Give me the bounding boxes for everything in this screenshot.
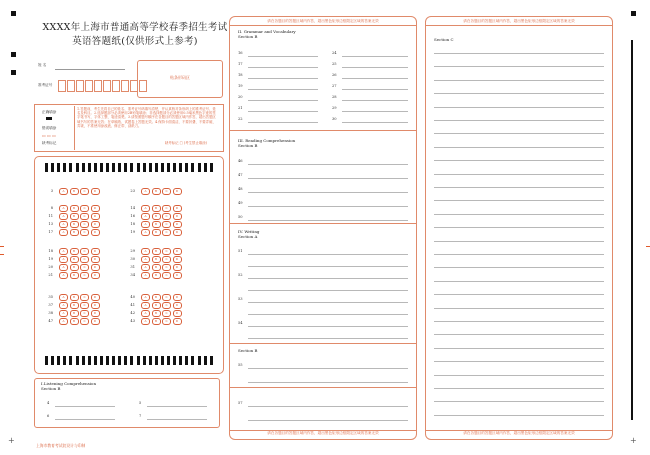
option-bubble[interactable]: B [70,248,79,254]
option-bubble[interactable]: B [70,294,79,300]
question-number: 8 [50,206,53,210]
answer-line[interactable] [434,93,604,94]
option-bubble[interactable]: A [141,188,150,194]
option-group [59,206,100,212]
listening-item: 7 [139,414,142,418]
footer-text: 上海市教育考试院设计与印制 [36,443,86,448]
exam-no-cell[interactable] [103,80,111,92]
option-group [59,295,100,301]
answer-line[interactable] [248,368,408,369]
answer-line[interactable] [248,420,408,421]
option-bubble[interactable]: A [59,248,68,254]
question-number: 13 [48,222,53,226]
exam-no-label: 准考证号 [38,83,53,87]
answer-line[interactable] [434,53,604,54]
question-number: 20 [48,265,53,269]
option-bubble[interactable]: D [173,229,182,235]
answer-line[interactable] [434,120,604,121]
option-group [141,273,182,279]
question-number: 26 [332,73,337,77]
option-bubble[interactable]: B [152,188,161,194]
reading-title: III. Reading Comprehension [238,138,296,143]
wrong-fill-samples: ▭ ▭ ▭ [42,133,56,138]
option-bubble[interactable]: A [59,272,68,278]
option-bubble[interactable]: A [141,302,150,308]
question-number: 55 [238,363,243,367]
corner-mark [631,11,636,16]
question-number: 47 [48,319,53,323]
answer-line[interactable] [434,227,604,228]
column-divider [230,430,416,431]
question-number: 35 [48,295,53,299]
column-warning-top: 请在各题目的答题区域内作答，超出黑色矩形边框限定区域的答案无效 [463,19,575,23]
question-number: 43 [130,319,135,323]
column-warning-bottom: 请在各题目的答题区域内作答，超出黑色矩形边框限定区域的答案无效 [463,431,575,435]
option-bubble[interactable]: A [59,256,68,262]
option-bubble[interactable]: A [141,294,150,300]
option-group [141,214,182,220]
writing-title: IV. Writing [238,229,260,234]
option-bubble[interactable]: D [173,213,182,219]
question-number: 47 [238,173,243,177]
option-bubble[interactable]: A [141,256,150,262]
option-bubble[interactable]: A [59,294,68,300]
question-number: 21 [48,273,53,277]
option-bubble[interactable]: B [70,221,79,227]
question-number: 34 [130,273,135,277]
option-bubble[interactable]: C [80,229,89,235]
question-number: 16 [238,51,243,55]
name-label: 姓 名 [38,63,47,67]
exam-no-cell[interactable] [85,80,93,92]
question-number: 20 [238,95,243,99]
corner-mark [11,52,16,57]
exam-no-cell[interactable] [76,80,84,92]
option-bubble[interactable]: D [91,229,100,235]
question-number: 52 [238,273,243,277]
option-bubble[interactable]: C [80,310,89,316]
answer-line[interactable] [434,107,604,108]
answer-line[interactable] [55,419,115,420]
option-bubble[interactable]: B [70,264,79,270]
fill-example [36,106,75,150]
exam-no-cell[interactable] [67,80,75,92]
option-bubble[interactable]: B [152,213,161,219]
answer-line[interactable] [434,147,604,148]
option-bubble[interactable]: D [91,318,100,324]
option-bubble[interactable]: B [152,310,161,316]
option-group [141,265,182,271]
option-bubble[interactable]: B [70,310,79,316]
option-bubble[interactable]: A [141,248,150,254]
option-bubble[interactable]: B [152,318,161,324]
question-number: 40 [130,295,135,299]
option-bubble[interactable]: B [70,256,79,262]
answer-line[interactable] [248,278,408,279]
question-number: 31 [130,265,135,269]
option-bubble[interactable]: D [173,205,182,211]
question-number: 48 [238,187,243,191]
exam-no-cell[interactable] [94,80,102,92]
option-bubble[interactable]: D [173,310,182,316]
option-bubble[interactable]: A [141,272,150,278]
option-bubble[interactable]: C [162,294,171,300]
option-bubble[interactable]: C [162,264,171,270]
answer-line[interactable] [248,266,408,267]
option-group [141,319,182,325]
option-bubble[interactable]: D [173,248,182,254]
question-number: 49 [238,201,243,205]
option-bubble[interactable]: D [91,256,100,262]
crop-mark: + [8,436,15,445]
page-subtitle: 英语答题纸(仅供形式上参考) [72,36,198,47]
column-warning-top: 请在各题目的答题区域内作答，超出黑色矩形边框限定区域的答案无效 [267,19,379,23]
option-bubble[interactable]: C [162,272,171,278]
option-bubble[interactable]: A [59,213,68,219]
option-bubble[interactable]: A [141,229,150,235]
listening-item: 5 [139,401,142,405]
option-bubble[interactable]: A [141,264,150,270]
option-group [59,319,100,325]
option-group [141,311,182,317]
option-bubble[interactable]: A [59,205,68,211]
exam-no-cell[interactable] [58,80,66,92]
answer-column-2 [229,16,417,440]
question-number: 27 [332,84,337,88]
option-bubble[interactable]: A [59,221,68,227]
option-bubble[interactable]: C [80,205,89,211]
answer-line[interactable] [434,267,604,268]
answer-line[interactable] [434,187,604,188]
option-bubble[interactable]: B [152,302,161,308]
answer-line[interactable] [434,66,604,67]
option-bubble[interactable]: D [173,256,182,262]
wrong-fill-label: 错误填涂 [42,126,57,130]
option-bubble[interactable]: D [173,264,182,270]
page-title: XXXX年上海市普通高等学校春季招生考试 [42,22,228,33]
option-bubble[interactable]: C [162,188,171,194]
option-bubble[interactable]: C [80,302,89,308]
question-number: 16 [130,214,135,218]
option-bubble[interactable]: D [173,272,182,278]
answer-line[interactable] [434,321,604,322]
question-number: 30 [130,257,135,261]
option-bubble[interactable]: C [80,264,89,270]
answer-line[interactable] [434,334,604,335]
exam-no-boxes[interactable] [58,80,148,92]
option-group [141,206,182,212]
question-number: 24 [332,51,337,55]
exam-no-cell[interactable] [112,80,120,92]
question-number: 18 [238,73,243,77]
question-number: 11 [48,214,53,218]
option-group [59,273,100,279]
option-bubble[interactable]: D [91,205,100,211]
option-group [59,303,100,309]
option-group [59,265,100,271]
option-bubble[interactable]: D [173,318,182,324]
question-number: 19 [130,230,135,234]
section-c-title: Section C [434,37,454,42]
option-bubble[interactable]: B [152,294,161,300]
question-number: 30 [332,117,337,121]
option-bubble[interactable]: C [80,248,89,254]
question-number: 50 [238,215,243,219]
option-group [141,295,182,301]
option-bubble[interactable]: B [152,205,161,211]
option-bubble[interactable]: C [162,318,171,324]
answer-line[interactable] [434,160,604,161]
option-group [141,303,182,309]
option-bubble[interactable]: B [70,302,79,308]
question-number: 29 [130,249,135,253]
answer-line[interactable] [248,338,408,339]
option-bubble[interactable]: D [91,221,100,227]
question-number: 25 [332,62,337,66]
option-bubble[interactable]: D [91,213,100,219]
question-number: 22 [238,117,243,121]
option-group [141,189,182,195]
column-divider [426,430,612,431]
option-bubble[interactable]: B [152,264,161,270]
question-number: 51 [238,249,243,253]
writing-rows [230,17,416,347]
answer-line[interactable] [434,80,604,81]
question-number: 28 [332,95,337,99]
option-group [59,189,100,195]
answer-line[interactable] [248,314,408,315]
option-group [59,257,100,263]
option-bubble[interactable]: A [59,188,68,194]
option-bubble[interactable]: C [162,248,171,254]
question-number: 21 [238,106,243,110]
question-number: 18 [48,249,53,253]
answer-line[interactable] [248,290,408,291]
question-number: 17 [48,230,53,234]
option-bubble[interactable]: B [152,248,161,254]
option-bubble[interactable]: A [141,318,150,324]
question-number: 18 [130,222,135,226]
exam-no-cell[interactable] [121,80,129,92]
question-number: 38 [48,311,53,315]
option-bubble[interactable]: D [91,302,100,308]
question-number: 42 [130,311,135,315]
option-bubble[interactable]: A [141,213,150,219]
correct-fill-label: 正确填涂 [42,110,57,114]
option-bubble[interactable]: B [70,213,79,219]
mc-rows [35,157,223,373]
writing-section: Section A [238,234,258,239]
option-bubble[interactable]: B [70,318,79,324]
option-group [59,311,100,317]
question-number: 57 [238,401,243,405]
question-number: 54 [238,321,243,325]
barcode-label: 贴条形码区 [170,75,190,80]
option-bubble[interactable]: C [162,302,171,308]
column-warning-bottom: 请在各题目的答题区域内作答，超出黑色矩形边框限定区域的答案无效 [267,431,379,435]
question-number: 19 [238,84,243,88]
answer-line[interactable] [434,415,604,416]
option-bubble[interactable]: A [141,205,150,211]
option-bubble[interactable]: D [173,294,182,300]
listening-item: 6 [47,414,50,418]
absent-note: 缺考标记 □ (考生禁止填涂) [165,141,207,145]
answer-line[interactable] [434,133,604,134]
option-bubble[interactable]: D [91,272,100,278]
question-number: 3 [50,189,53,193]
mc-area [34,156,224,374]
question-number: 53 [238,297,243,301]
option-group [59,214,100,220]
grammar-section: Section B [238,34,258,39]
option-bubble[interactable]: C [162,310,171,316]
option-bubble[interactable]: B [70,272,79,278]
question-number: 17 [238,62,243,66]
option-bubble[interactable]: D [91,294,100,300]
listening-title: I.Listening Comprehension [41,381,97,386]
answer-line[interactable] [434,388,604,389]
option-bubble[interactable]: C [80,272,89,278]
question-number: 29 [332,106,337,110]
option-group [141,222,182,228]
edge-tick [0,254,4,255]
option-bubble[interactable]: C [80,188,89,194]
grammar-title: II. Grammar and Vocabulary [238,29,296,34]
question-number: 19 [48,257,53,261]
option-group [141,230,182,236]
option-bubble[interactable]: D [173,188,182,194]
option-bubble[interactable]: C [80,213,89,219]
answer-line[interactable] [248,302,408,303]
listening-item: 4 [47,401,50,405]
question-number: 14 [130,206,135,210]
answer-line[interactable] [434,308,604,309]
answer-line[interactable] [434,294,604,295]
option-bubble[interactable]: D [173,302,182,308]
answer-line[interactable] [434,375,604,376]
answer-line[interactable] [434,254,604,255]
answer-column-3 [425,16,613,440]
option-group [59,222,100,228]
question-number: 37 [48,303,53,307]
crop-mark: + [630,436,637,445]
option-bubble[interactable]: B [70,229,79,235]
answer-line[interactable] [248,254,408,255]
answer-line[interactable] [434,214,604,215]
answer-line[interactable] [434,174,604,175]
option-bubble[interactable]: B [152,229,161,235]
option-group [141,249,182,255]
edge-tick [0,246,4,247]
section-divider [230,387,416,388]
answer-line[interactable] [434,401,604,402]
timing-bar [631,40,633,420]
option-bubble[interactable]: A [59,310,68,316]
option-bubble[interactable]: C [80,318,89,324]
option-bubble[interactable]: C [80,294,89,300]
option-bubble[interactable]: A [141,310,150,316]
option-bubble[interactable]: A [59,302,68,308]
answer-line[interactable] [434,200,604,201]
option-bubble[interactable]: D [173,221,182,227]
section-c-lines [426,17,612,429]
answer-line[interactable] [248,406,408,407]
option-bubble[interactable]: D [91,248,100,254]
section-divider [230,343,416,344]
option-bubble[interactable]: C [162,213,171,219]
option-bubble[interactable]: D [91,188,100,194]
question-number: 23 [130,189,135,193]
edge-tick [646,246,650,247]
answer-line[interactable] [55,406,115,407]
correct-fill-sample [46,117,52,120]
name-field[interactable] [55,69,125,70]
option-group [59,249,100,255]
option-bubble[interactable]: B [152,256,161,262]
listening-box [34,378,220,428]
corner-mark [11,70,16,75]
option-bubble[interactable]: A [59,229,68,235]
option-bubble[interactable]: D [91,264,100,270]
instructions-box [34,104,224,152]
option-bubble[interactable]: C [80,221,89,227]
option-bubble[interactable]: A [59,264,68,270]
answer-line[interactable] [434,361,604,362]
option-bubble[interactable]: C [162,221,171,227]
option-bubble[interactable]: B [152,221,161,227]
question-number: 46 [238,159,243,163]
answer-line[interactable] [434,281,604,282]
option-bubble[interactable]: C [162,205,171,211]
corner-mark [11,11,16,16]
instructions-text: 1.答题前，考生先将自己的姓名、准考证号码填写清楚，并认真核对条形码上的准考证号、姓名及科目。2.选择题部分必须使用2B铅笔填涂；非选择题部分必须使用0.5毫米黑色字迹的签字笔书写，字体工整、笔迹清楚。3.请按照题号顺序在各题目的答题区域内作答，超出答题区域书写的答案无效；在草稿纸、试题卷上答题无效。4.保持卡面清洁，不要折叠、不要弄破、弄皱，不准使用涂改液、修正带、刮纸刀。 [77,107,216,128]
writing-b-section: Section B [238,348,258,353]
answer-line[interactable] [434,241,604,242]
option-bubble[interactable]: A [141,221,150,227]
option-bubble[interactable]: C [162,229,171,235]
question-number: 41 [130,303,135,307]
answer-line[interactable] [248,382,408,383]
absent-label: 缺考标记 [42,141,57,145]
option-bubble[interactable]: B [152,272,161,278]
option-bubble[interactable]: B [70,188,79,194]
option-bubble[interactable]: A [59,318,68,324]
listening-section: Section B [41,386,61,391]
option-bubble[interactable]: D [91,310,100,316]
option-bubble[interactable]: C [80,256,89,262]
reading-section: Section B [238,143,258,148]
answer-line[interactable] [147,406,207,407]
answer-line[interactable] [248,326,408,327]
option-group [59,230,100,236]
answer-line[interactable] [434,348,604,349]
answer-line[interactable] [147,419,207,420]
option-bubble[interactable]: B [70,205,79,211]
option-group [141,257,182,263]
barcode-area [137,60,223,98]
option-bubble[interactable]: C [162,256,171,262]
